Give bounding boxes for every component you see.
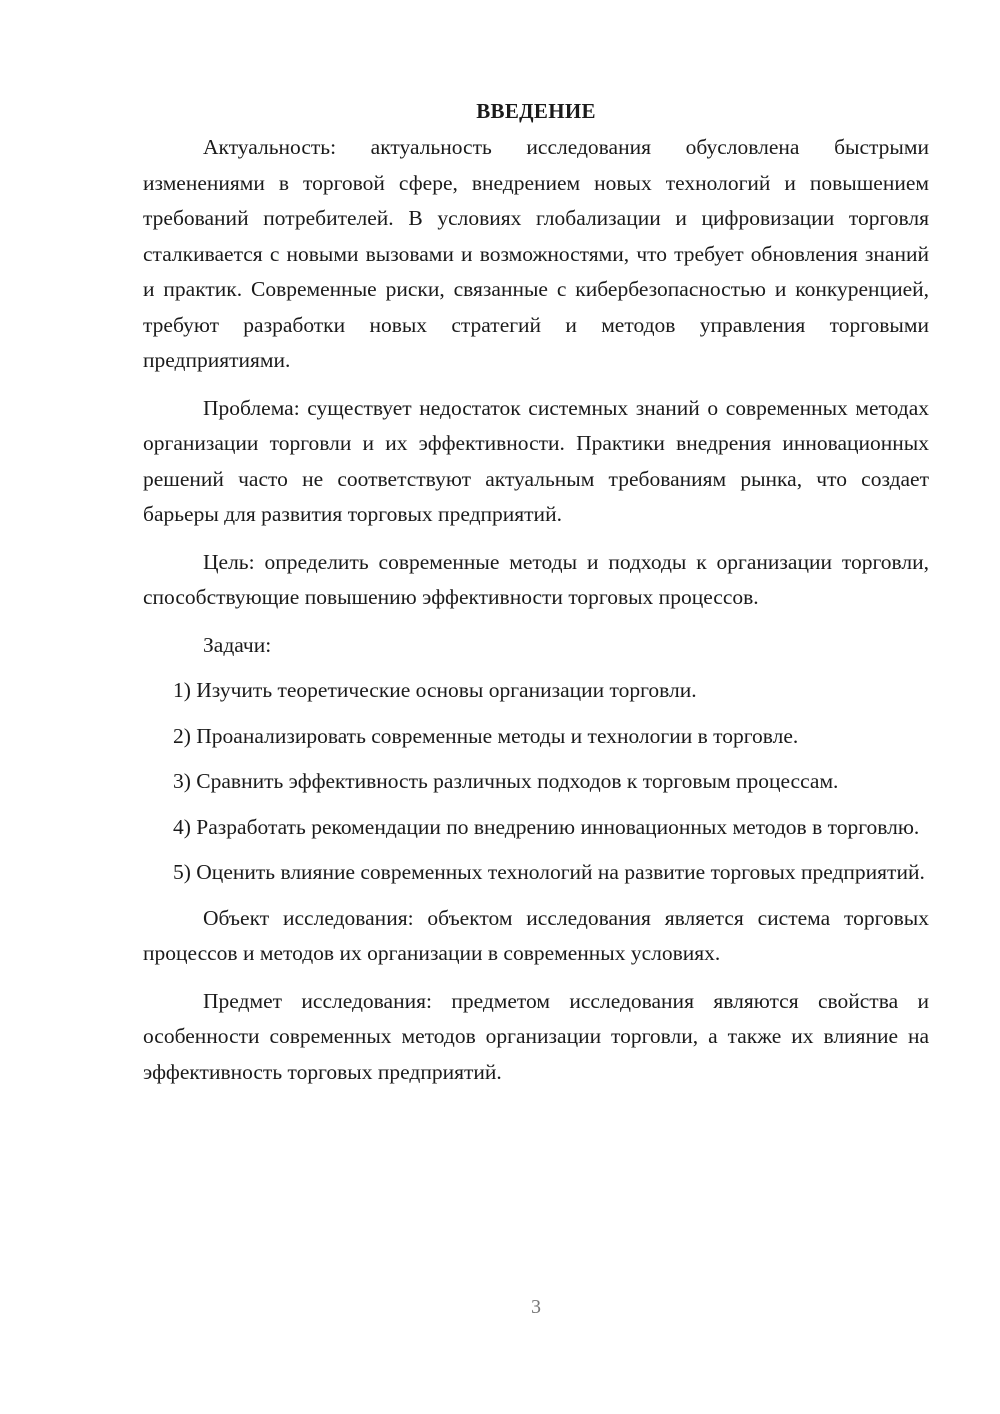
task-item-5: 5) Оценить влияние современных технологий на развитие торговых предприятий. xyxy=(173,860,925,884)
task-item-1: 1) Изучить теоретические основы организации торговли. xyxy=(173,678,697,702)
task-item-4: 4) Разработать рекомендации по внедрению инновационных методов в торговлю. xyxy=(173,814,920,839)
problem-paragraph: Проблема: существует недостаток системных знаний о современных методах организации торговли и их эффективности. Практики внедрения инновационных решений часто не соответствуют актуальным требованиям рынка, что создает барьеры для развития торговых предприятий. xyxy=(143,395,929,526)
subject-paragraph: Предмет исследования: предметом исследования являются свойства и особенности современных методов организации торговли, а также их влияние на эффективность торговых предприятий. xyxy=(143,988,929,1084)
page-number: 3 xyxy=(531,1296,541,1318)
tasks-heading: Задачи: xyxy=(203,632,272,657)
relevance-paragraph: Актуальность: актуальность исследования обусловлена быстрыми изменениями в торговой сфере, внедрением новых технологий и повышением требований потребителей. В условиях глобализации и цифровизации торговля сталкивается с новыми вызовами и возможностями, что требует обновления знаний и практик. Современные риски, связанные с кибербезопасностью и конкуренцией, требуют разработки новых стратегий и методов управления торговыми предприятиями. xyxy=(143,135,929,372)
goal-paragraph: Цель: определить современные методы и подходы к организации торговли, способствующие повышению эффективности торговых процессов. xyxy=(143,549,929,609)
document-page xyxy=(143,96,929,1102)
task-item-2: 2) Проанализировать современные методы и технологии в торговле. xyxy=(173,723,799,748)
object-paragraph: Объект исследования: объектом исследования является система торговых процессов и методов их организации в современных условиях. xyxy=(143,905,929,965)
page-title: ВВЕДЕНИЕ xyxy=(476,99,596,123)
task-item-3: 3) Сравнить эффективность различных подходов к торговым процессам. xyxy=(173,769,839,793)
